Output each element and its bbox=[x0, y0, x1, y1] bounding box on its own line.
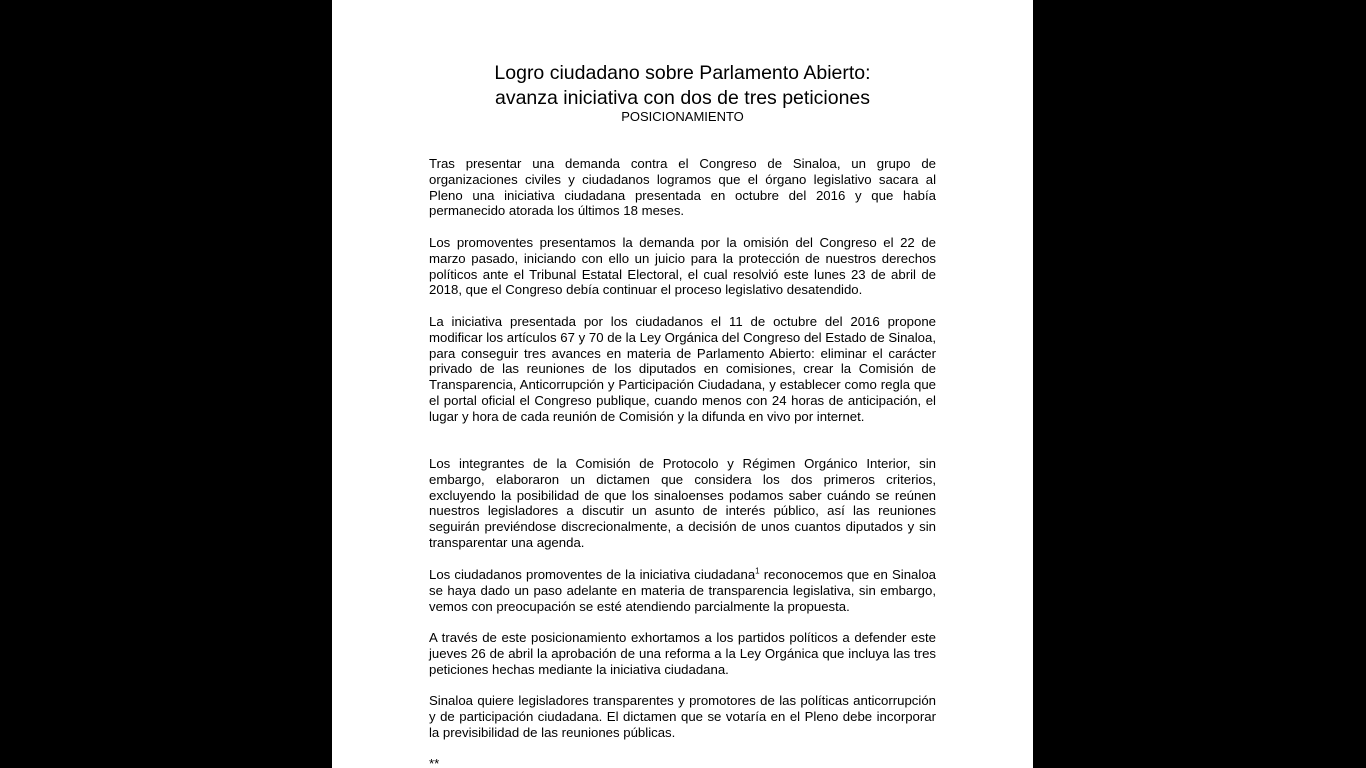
paragraph-5-text-start: Los ciudadanos promoventes de la iniciativa ciudadana bbox=[429, 567, 756, 582]
footnote-marker[interactable]: 1 bbox=[755, 566, 760, 576]
paragraph-2: Los promoventes presentamos la demanda por la omisión del Congreso el 22 de marzo pasado, iniciando con ello un juicio para la protección de nuestros derechos políticos ante el Tribunal Estatal Electoral, el cual resolvió este lunes 23 de abril de 2018, que el Congreso debía continuar el proceso legislativo desatendido. bbox=[429, 235, 936, 298]
paragraph-3: La iniciativa presentada por los ciudadanos el 11 de octubre del 2016 propone modificar los artículos 67 y 70 de la Ley Orgánica del Congreso del Estado de Sinaloa, para conseguir tres avances en materia de Parlamento Abierto: eliminar el carácter privado de las reuniones de los diputados en comisiones, crear la Comisión de Transparencia, Anticorrupción y Participación Ciudadana, y establecer como regla que el portal oficial el Congreso publique, cuando menos con 24 horas de anticipación, el lugar y hora de cada reunión de Comisión y la difunda en vivo por internet. bbox=[429, 314, 936, 424]
document-title bbox=[429, 61, 936, 111]
document-header bbox=[429, 0, 936, 125]
paragraph-separator: ** bbox=[429, 756, 440, 768]
title-line-1: Logro ciudadano sobre Parlamento Abierto: bbox=[494, 62, 871, 84]
paragraph-6: A través de este posicionamiento exhortamos a los partidos políticos a defender este jueves 26 de abril la aprobación de una reforma a la Ley Orgánica que incluya las tres peticiones hechas mediante la iniciativa ciudadana. bbox=[429, 630, 936, 677]
paragraph-4: Los integrantes de la Comisión de Protocolo y Régimen Orgánico Interior, sin embargo, elaboraron un dictamen que considera los dos primeros criterios, excluyendo la posibilidad de que los sinaloenses podamos saber cuándo se reúnen nuestros legisladores a discutir un asunto de interés público, así las reuniones seguirán previéndose discrecionalmente, a decisión de unos cuantos diputados y sin transparentar una agenda. bbox=[429, 456, 936, 550]
document-subtitle: POSICIONAMIENTO bbox=[621, 109, 744, 124]
document-page bbox=[332, 0, 1033, 768]
paragraph-1: Tras presentar una demanda contra el Congreso de Sinaloa, un grupo de organizaciones civiles y ciudadanos logramos que el órgano legislativo sacara al Pleno una iniciativa ciudadana presentada en octubre del 2016 y que había permanecido atorada los últimos 18 meses. bbox=[429, 156, 936, 219]
paragraph-5-text-end: reconocemos que en Sinaloa se haya dado un paso adelante en materia de transparencia legislativa, sin embargo, vemos con preocupación se esté atendiendo parcialmente la propuesta. bbox=[429, 567, 936, 614]
paragraph-5 bbox=[429, 567, 936, 614]
title-line-2: avanza iniciativa con dos de tres peticiones bbox=[494, 87, 871, 109]
paragraph-7: Sinaloa quiere legisladores transparentes y promotores de las políticas anticorrupción y de participación ciudadana. El dictamen que se votaría en el Pleno debe incorporar la previsibilidad de las reuniones públicas. bbox=[429, 693, 936, 740]
